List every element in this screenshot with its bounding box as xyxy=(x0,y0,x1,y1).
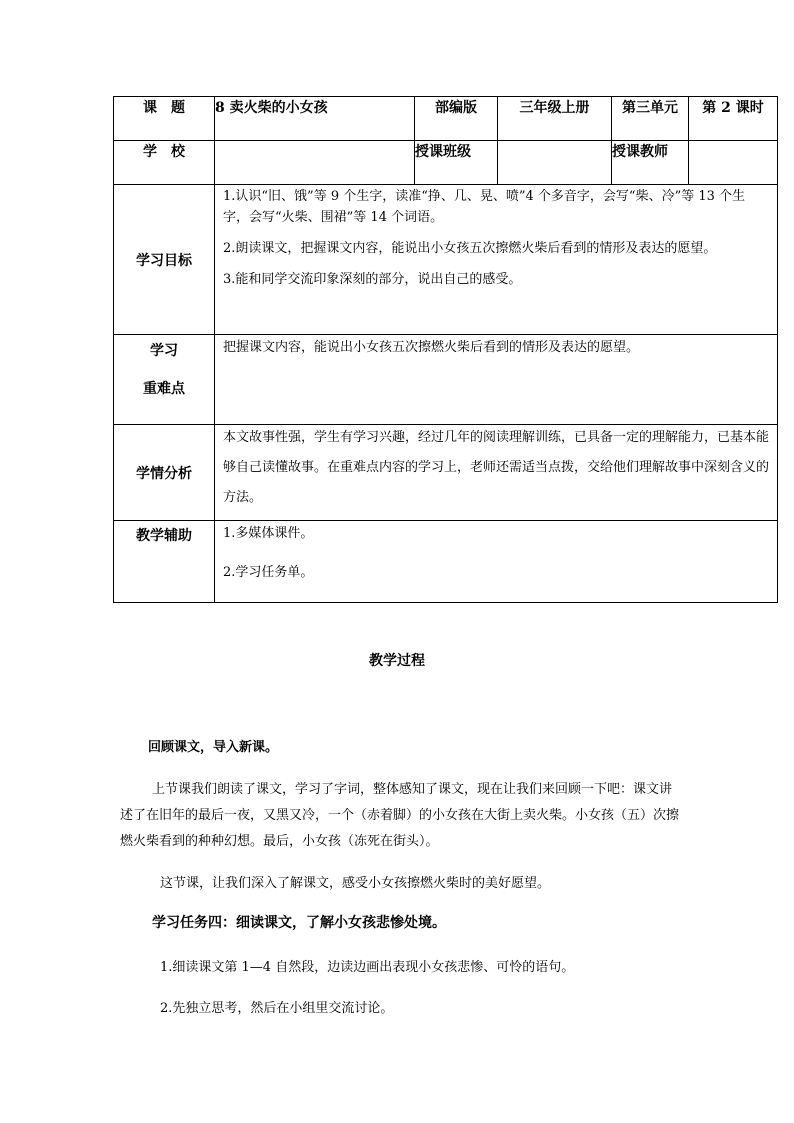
teacher-label: 授课教师 xyxy=(612,141,689,185)
key-points-label-line2: 重难点 xyxy=(143,381,185,397)
process-title: 教学过程 xyxy=(369,653,425,669)
edition: 部编版 xyxy=(415,97,498,141)
objectives-label: 学习目标 xyxy=(114,185,215,335)
step-2: 2.先独立思考，然后在小组里交流讨论。 xyxy=(160,1001,394,1016)
analysis-text: 本文故事性强，学生有学习兴趣，经过几年的阅读理解训练，已具备一定的理解能力，已基本能够自己读懂故事。在重难点内容的学习上，老师还需适当点拨，交给他们理解故事中深刻含义的方法。 xyxy=(223,430,770,505)
review-paragraph: 上节课我们朗读了课文，学习了字词，整体感知了课文，现在让我们来回顾一下吧：课文讲述了在旧年的最后一夜，又黑又冷，一个（赤着脚）的小女孩在大街上卖火柴。小女孩（五）次擦燃火柴看到的种种幻想。最后，小女孩（冻死在街头）。 xyxy=(120,782,680,849)
course-label: 课 题 xyxy=(114,97,215,141)
intro-paragraph: 这节课，让我们深入了解课文，感受小女孩擦燃火柴时的美好愿望。 xyxy=(160,876,551,891)
class-label: 授课班级 xyxy=(415,141,498,185)
step-1: 1.细读课文第 1—4 自然段，边读边画出表现小女孩悲惨、可怜的语句。 xyxy=(160,960,575,975)
aids-label: 教学辅助 xyxy=(114,521,215,603)
task-heading: 学习任务四：细读课文，了解小女孩悲惨处境。 xyxy=(152,915,446,931)
review-heading: 回顾课文，导入新课。 xyxy=(148,740,279,755)
key-points-label xyxy=(114,335,215,425)
key-points-label-line1: 学习 xyxy=(150,343,178,359)
objective-item-2: 2.朗读课文，把握课文内容，能说出小女孩五次擦燃火柴后看到的情形及表达的愿望。 xyxy=(223,241,717,256)
grade: 三年级上册 xyxy=(498,97,612,141)
school-label: 学 校 xyxy=(114,141,215,185)
objective-item-3: 3.能和同学交流印象深刻的部分，说出自己的感受。 xyxy=(223,272,522,287)
aid-item-2: 2.学习任务单。 xyxy=(223,565,314,580)
analysis-label: 学情分析 xyxy=(114,425,215,521)
key-points-text: 把握课文内容，能说出小女孩五次擦燃火柴后看到的情形及表达的愿望。 xyxy=(223,340,640,355)
key-points-content xyxy=(215,335,778,425)
lesson-info-table xyxy=(113,96,778,603)
course-title: 8 卖火柴的小女孩 xyxy=(215,97,415,141)
unit: 第三单元 xyxy=(612,97,689,141)
analysis-content xyxy=(215,425,778,521)
lesson: 第 2 课时 xyxy=(689,97,778,141)
school-value xyxy=(215,141,415,185)
objectives-content xyxy=(215,185,778,335)
class-value xyxy=(498,141,612,185)
objective-item-1: 1.认识“旧、饿”等 9 个生字，读准“挣、几、晃、喷”4 个多音字，会写“柴、冷”等 13 个生字，会写“火柴、围裙”等 14 个词语。 xyxy=(223,189,746,225)
aid-item-1: 1.多媒体课件。 xyxy=(223,526,314,541)
aids-content xyxy=(215,521,778,603)
teacher-value xyxy=(689,141,778,185)
